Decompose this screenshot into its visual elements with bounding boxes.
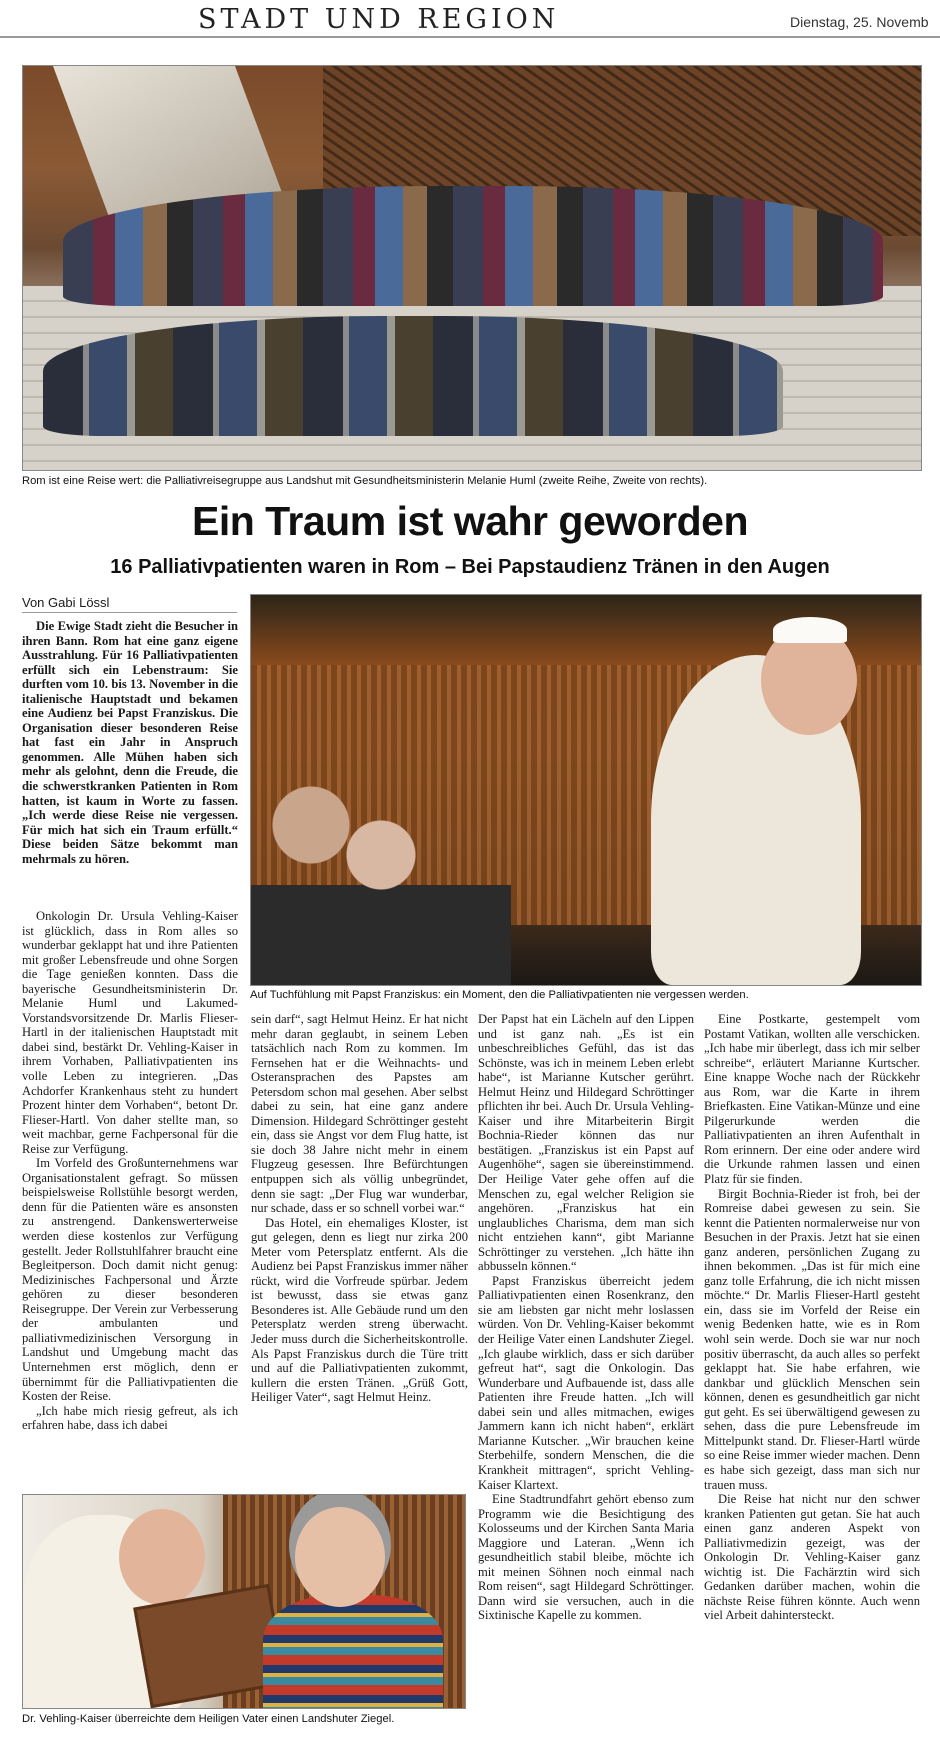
paragraph: Papst Franziskus überreicht jedem Palliativpatienten einen Rosenkranz, den sie am liebsten gar nicht mehr loslassen würden. Von Dr. Vehling-Kaiser bekommt der Heilige Vater einen Landshuter Ziegel. „Ich glaube wirklich, dass er sich darüber gefreut hat“, sagt die Onkologin. Das Wunderbare und Aufbauende ist, dass alle Patienten ihre Freude hatten. „Ich will dabei sein und alles mitmachen, ewiges Jammern kann ich nicht haben“, erklärt Marianne Kutscher. „Wir brauchen keine Sterbehilfe, sondern Menschen, die die Krankheit mittragen“, spricht Vehling-Kaiser Klartext. — [478, 1273, 694, 1492]
paragraph: Eine Stadtrundfahrt gehört ebenso zum Programm wie die Besichtigung des Kolosseums und der Kirchen Santa Maria Maggiore und Lateran. „Wenn ich gesundheitlich stabil bleibe, möchte ich mit meinen Söhnen noch einmal nach Rom reisen“, sagt Hildegard Schröttinger. Dann wird sie versuchen, auch in die Sixtinische Kapelle zu kommen. — [478, 1492, 694, 1623]
lead-text: Die Ewige Stadt zieht die Besucher in ihren Bann. Rom hat eine ganz eigene Ausstrahlung. Für 16 Palliativpatienten erfüllt sich ein Lebenstraum: Sie durften vom 10. bis 13. November in die italienische Hauptstadt und bekamen eine Audienz bei Papst Franziskus. Die Organisation dieser besonderen Reise hat fast ein Jahr in Anspruch genommen. Alle Mühen haben sich mehr als gelohnt, denn die Freude, die die schwerstkranken Patienten in Rom hatten, ist kaum in Worte zu fassen. „Ich werde diese Reise nie vergessen. Für mich hat sich ein Traum erfüllt.“ Diese beiden Sätze bekommt man mehrmals zu hören. — [22, 619, 238, 866]
striped-sweater — [263, 1595, 443, 1708]
paragraph: sein darf“, sagt Helmut Heinz. Er hat nicht mehr daran geglaubt, in seinem Leben tatsächlich nach Rom zu kommen. Im Fernsehen hat er die Weihnachts- und Osteransprachen des Papstes am Petersdom schon mal gesehen. Aber selbst dabei zu sein, hat eine ganz andere Dimension. Hildegard Schröttinger gesteht ein, dass sie Angst vor dem Flug hatte, ist sie doch 38 Jahre nicht mehr in einem Flugzeug gesessen. Ihre Befürchtungen entpuppen sich als völlig unbegründet, denn sie sagt: „Der Flug war wunderbar, nur schade, dass er so schnell vorbei war.“ — [251, 1012, 468, 1216]
lead-paragraph — [22, 619, 238, 866]
paragraph: „Ich habe mich riesig gefreut, als ich erfahren habe, dass ich dabei — [22, 1403, 238, 1433]
column-3 — [478, 1012, 694, 1623]
group-photo-caption: Rom ist eine Reise wert: die Palliativreisegruppe aus Landshut mit Gesundheitsministerin Melanie Huml (zweite Reihe, Zweite von rechts). — [22, 475, 708, 487]
column-1 — [22, 909, 238, 1433]
standing-group — [63, 186, 883, 306]
paragraph: Der Papst hat ein Lächeln auf den Lippen und ist ganz nah. „Es ist ein unbeschreibliches Gefühl, das ist das Schönste, was ich in meinem Leben erlebt habe“, ist Marianne Kutscher gerührt. Helmut Heinz und Hildegard Schröttinger pflichten ihr bei. Auch Dr. Ursula Vehling-Kaiser und ihre Mitarbeiterin Birgit Bochnia-Rieder können das nur bestätigen. „Franziskus ist ein Papst auf Augenhöhe“, sagen sie übereinstimmend. Der Heilige Vater gehe offen auf die Menschen zu, egal welcher Religion sie angehören. „Franziskus hat ein unglaubliches Charisma, dem man sich nicht entziehen kann“, gibt Marianne Schröttinger zu verstehen. „Ich hätte ihn abbusseln können.“ — [478, 1012, 694, 1274]
article-subheadline: 16 Palliativpatienten waren in Rom – Bei Papstaudienz Tränen in den Augen — [110, 556, 830, 578]
paragraph: Eine Postkarte, gestempelt vom Postamt Vatikan, wollten alle verschicken. „Ich habe mir überlegt, dass ich mir selber schreibe“, erläutert Marianne Kurtscher. Eine knappe Woche nach der Rückkehr aus Rom, war die Karte in ihrem Briefkasten. Eine Vatikan-Münze und eine Pilgerurkunde werden die Palliativpatienten an ihren Aufenthalt in Rom erinnern. Der eine oder andere wird die Urkunde rahmen lassen und einen Platz für sie finden. — [704, 1012, 920, 1187]
paragraph: Birgit Bochnia-Rieder ist froh, bei der Romreise dabei gewesen zu sein. Sie kennt die Patienten normalerweise nur von Besuchen in der Praxis. Jetzt hat sie einen ganz anderen, persönlichen Zugang zu ihnen bekommen. „Das ist für mich eine ganz tolle Erfahrung, die ich nicht missen möchte.“ Dr. Marlis Flieser-Hartl gesteht ein, dass sie im Vorfeld der Reise ein wenig Bedenken hatte, wie es in Rom wohl sein werde. Doch sie war nur noch positiv überrascht, da auch alles so perfekt geklappt hat. Sie habe erfahren, wie dankbar und glücklich Menschen sein können, denen es gesundheitlich gar nicht gut geht. Es sei überwältigend gewesen zu sehen, dass die pure Lebensfreude im Mittelpunkt stand. Dr. Flieser-Hartl würde so eine Reise immer wieder machen. Denn es habe sich gezeigt, dass man sich nur trauen muss. — [704, 1186, 920, 1492]
paragraph: Im Vorfeld des Großunternehmens war Organisationstalent gefragt. So müssen beispielsweise Rollstühle besorgt werden, denn für die Patienten wäre es ansonsten zu anstrengend. Dankenswerterweise werden diese kostenlos zur Verfügung gestellt. Jeder Rollstuhlfahrer braucht eine Begleitperson. Doch damit nicht genug: Medizinisches Fachpersonal und Ärzte gehören zu dieser besonderen Reisegruppe. Der Verein zur Verbesserung der ambulanten und palliativmedizinischen Versorgung in Landshut und Umgebung macht das Unternehmen erst möglich, denn er übernimmt für die Palliativpatienten die Kosten der Reise. — [22, 1156, 238, 1404]
patients-group — [251, 735, 511, 985]
paragraph: Onkologin Dr. Ursula Vehling-Kaiser ist glücklich, dass in Rom alles so wunderbar geklappt hat und ihre Patienten mit großer Lebensfreude und ohne Sorgen die Tage genießen konnten. Dass die bayerische Gesundheitsministerin Dr. Melanie Huml und Lakumed-Vorstandsvorsitzende Dr. Marlis Flieser-Hartl in der italienischen Hauptstadt mit dabei sind, bestärkt Dr. Vehling-Kaiser in ihrem Vorhaben, Palliativpatienten ins volle Leben zu integrieren. „Das Achdorfer Krankenhaus steht zu hundert Prozent hinter dem Vorhaben“, betont Dr. Flieser-Hartl. Von daher stellte man, so weit machbar, gerne Fachpersonal für die Reise zur Verfügung. — [22, 909, 238, 1156]
article-headline: Ein Traum ist wahr geworden — [191, 498, 749, 544]
group-photo — [22, 65, 922, 471]
tile-gift-photo — [22, 1494, 466, 1709]
byline: Von Gabi Lössl — [22, 595, 110, 610]
header-rule — [0, 36, 940, 38]
paragraph: Das Hotel, ein ehemaliges Kloster, ist gut gelegen, denn es liegt nur zirka 200 Meter vom Petersplatz entfernt. Als die Audienz bei Papst Franziskus immer näher rückt, wird die Vorfreude spürbar. Jedem ist bewusst, dass sie etwas ganz Besonderes ist. Alle Gebäude rund um den Petersplatz werden streng überwacht. Jeder muss durch die Sicherheitskontrolle. Als Papst Franziskus durch die Türe tritt und auf die Palliativpatienten zukommt, kullern die ersten Tränen. „Grüß Gott, Heiliger Vater“, sagt Helmut Heinz. — [251, 1215, 468, 1405]
tile-photo-caption: Dr. Vehling-Kaiser überreichte dem Heiligen Vater einen Landshuter Ziegel. — [22, 1713, 395, 1725]
pope-photo-caption: Auf Tuchfühlung mit Papst Franziskus: ein Moment, den die Palliativpatienten nie vergessen werden. — [250, 989, 749, 1001]
wheelchair-row — [43, 316, 783, 436]
paragraph: Die Reise hat nicht nur den schwer kranken Patienten gut getan. Sie hat auch einen ganz anderen Aspekt von Palliativmedizin gezeigt, was der Onkologin Dr. Vehling-Kaiser ganz wichtig ist. Die Fachärztin wird sich Gedanken darüber machen, wohin die nächste Reise führen könnte. Auch wenn viel Arbeit dahintersteckt. — [704, 1492, 920, 1623]
pope-head — [119, 1509, 205, 1605]
doctor-head — [295, 1507, 385, 1607]
column-4 — [704, 1012, 920, 1623]
column-2 — [251, 1012, 468, 1405]
zucchetto — [773, 617, 847, 643]
section-header: STADT UND REGION — [198, 4, 560, 35]
byline-rule — [22, 612, 237, 613]
issue-date: Dienstag, 25. Novemb — [790, 14, 929, 30]
pope-photo — [250, 594, 922, 986]
